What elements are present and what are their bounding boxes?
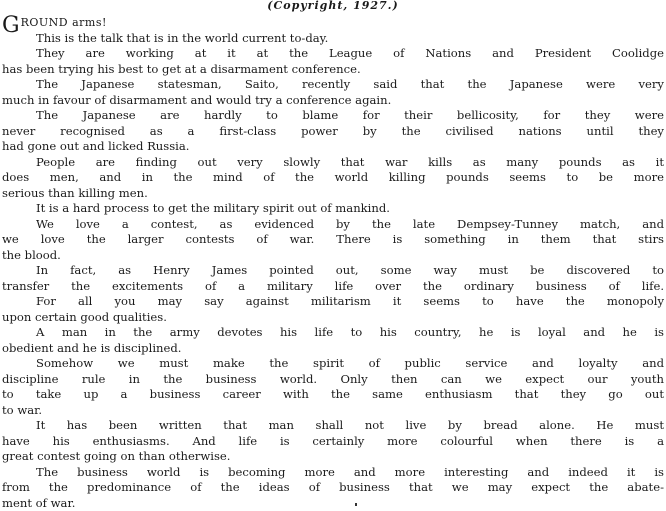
print-speck <box>355 503 357 506</box>
article-body <box>2 15 664 511</box>
article-line: great contest going on than otherwise. <box>2 449 231 463</box>
article-line: we love the larger contests of war. There is something in them that stirs <box>2 232 664 246</box>
article-line: The Japanese statesman, Saito, recently said that the Japanese were very <box>36 77 664 91</box>
article-line: to war. <box>2 402 43 417</box>
article-line: ment of war. <box>2 495 76 510</box>
article-line: discipline rule in the business world. Only then can we expect our youth <box>2 371 664 386</box>
article-line: Somehow we must make the spirit of public service and loyalty and <box>36 356 664 370</box>
article-line: This is the talk that is in the world current to-day. <box>36 30 329 45</box>
article-line: People are finding out very slowly that war kills as many pounds as it <box>36 154 664 169</box>
article-line: the blood. <box>2 247 61 262</box>
article-line: had gone out and licked Russia. <box>2 139 190 153</box>
opening-words: ROUND arms! <box>20 16 107 29</box>
article-line: have his enthusiasms. And life is certainly more colourful when there is a <box>2 433 664 448</box>
article-line: They are working at it at the League of Nations and President Coolidge <box>36 46 664 60</box>
article-line: upon certain good qualities. <box>2 309 167 324</box>
article-line: obedient and he is disciplined. <box>2 340 182 355</box>
article-line: A man in the army devotes his life to his country, he is loyal and he is <box>36 325 664 339</box>
article-line: In fact, as Henry James pointed out, some way must be discovered to <box>36 263 664 277</box>
article-line: does men, and in the mind of the world killing pounds seems to be more <box>2 170 664 184</box>
article-line: much in favour of disarmament and would try a conference again. <box>2 92 392 107</box>
article-line: has been trying his best to get at a disarmament conference. <box>2 61 361 76</box>
article-line: serious than killing men. <box>2 185 148 200</box>
article-line: We love a contest, as evidenced by the late Dempsey-Tunney match, and <box>36 216 664 231</box>
drop-cap: G <box>2 13 20 38</box>
article-line: to take up a business career with the same enthusiasm that they go out <box>2 387 664 401</box>
article-line: It has been written that man shall not live by bread alone. He must <box>36 418 664 432</box>
article-line: It is a hard process to get the military spirit out of mankind. <box>36 201 390 215</box>
article-line: never recognised as a first-class power by the civilised nations until they <box>2 123 664 138</box>
article-line: from the predominance of the ideas of business that we may expect the abate- <box>2 480 664 494</box>
article-line: transfer the excitements of a military life over the ordinary business of life. <box>2 278 664 293</box>
article-line: The business world is becoming more and more interesting and indeed it is <box>36 464 664 479</box>
article-line: The Japanese are hardly to blame for their bellicosity, for they were <box>36 108 664 122</box>
article-line: For all you may say against militarism it seems to have the monopoly <box>36 294 664 308</box>
copyright-notice: (Copyright, 1927.) <box>267 0 399 12</box>
